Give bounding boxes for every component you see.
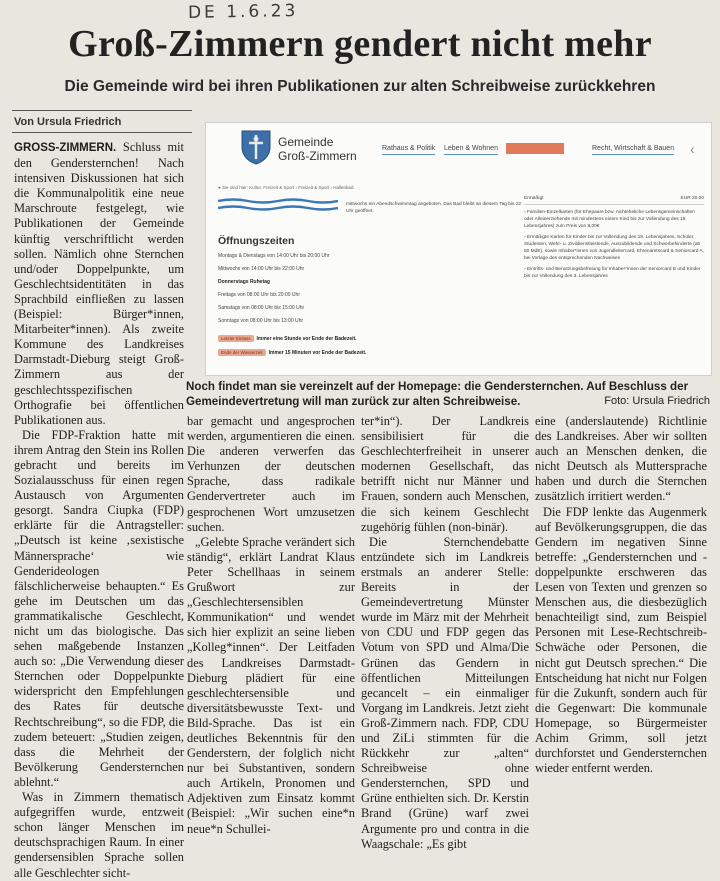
- price-item: › Eintritts- und Benutzungsbefreiung für Inhaber*innen der Seniorcard B und Kinder bis zur Vollendung des 3. Lebensjahres: [524, 267, 701, 279]
- price-value: EUR 20,00: [680, 196, 704, 201]
- hours-row-text: Donnerstags Ruhetag: [218, 279, 270, 285]
- nav-item-rathaus: Rathaus & Politik: [382, 145, 435, 155]
- caption-text: Noch findet man sie vereinzelt auf der Homepage: die Gendersternchen. Auf Beschluss der Gemeindevertretung will man zurück zur alten Schreibweise.: [186, 380, 689, 408]
- nav-item-kultur: Kultur & Freizeit: [506, 143, 564, 154]
- price-header: [524, 195, 704, 205]
- paragraph: Die Sternchendebatte entzündete sich im Landkreis erstmals an anderer Stelle: Bereits in der Gemeindevertretung Münster wurde im März mit der Mehrheit von CDU und FDP gegen das Votum von SPD und Alma/Die Grünen das Gendern in öffentlichen Mitteilungen gecancelt – ein einmaliger Vorgang im Landkreis. Jetzt zieht Groß-Zimmern nach. FDP, CDU und ZiLi stimmten für die Rückkehr zur „alten“ Schreibweise ohne Gendersternchen, SPD und Grüne enthielten sich. Dr. Kerstin Brand (Grüne) warf zwei Argumente pro und contra in die Waagschale: „Es gibt: [361, 534, 529, 851]
- last-entry-text: Immer eine Stunde vor Ende der Badezeit.: [256, 336, 357, 342]
- paragraph: [14, 140, 184, 428]
- hours-row: Freitags von 08:00 Uhr bis 20:00 Uhr: [218, 292, 300, 298]
- byline-rule-bottom: [12, 132, 192, 133]
- price-label: Ermäßigt: [524, 196, 544, 201]
- breadcrumb-text: Sie sind hier: Kultur, Freizeit & Sport › Freizeit & Sport › Hallenbad: [221, 185, 354, 190]
- photo-caption: [186, 379, 710, 409]
- hours-row: [218, 279, 418, 285]
- hours-row: Sonntags von 08:00 Uhr bis 13:00 Uhr: [218, 318, 304, 324]
- website-screenshot: [205, 122, 712, 376]
- column-3: [361, 414, 529, 852]
- water-time-text: Immer 15 Minuten vor Ende der Badezeit.: [268, 350, 367, 356]
- last-entry-badge: Letzter Einlass: [218, 335, 254, 342]
- hours-row: Mittwochs von 14:00 Uhr bis 22:00 Uhr: [218, 266, 305, 272]
- chevron-left-icon: ‹: [690, 141, 695, 157]
- price-column: [524, 195, 704, 284]
- org-name-line-2: Groß-Zimmern: [278, 149, 357, 163]
- byline: Von Ursula Friedrich: [14, 116, 122, 128]
- coat-of-arms-icon: [240, 129, 272, 165]
- nav-item-leben: Leben & Wohnen: [444, 145, 498, 155]
- paragraph-text: Schluss mit den Gendersternchen! Nach intensiven Diskussionen hat sich die Kommunalpolitik eine neue Marschroute festgelegt, wie Publikationen der Gemeinde künftig verschriftlicht werden sollen. Nämlich ohne Sternchen und/oder Doppelpunkte, um Geschlechtsidentitäten in das Sprachbild einfließen zu lassen (Beispiel: Bürger*innen, Mitarbeiter*innen). Als zweite Kommune des Landkreises Darmstadt-Dieburg steigt Groß-Zimmern aus der geschlechtsspezifischen Orthografie bei öffentlichen Publikationen aus.: [14, 140, 184, 427]
- column-1: [14, 140, 184, 881]
- photo-credit: Foto: Ursula Friedrich: [604, 395, 710, 407]
- hours-row: Montags & Dienstags von 14:00 Uhr bis 20:00 Uhr: [218, 253, 330, 259]
- article-subheadline: Die Gemeinde wird bei ihren Publikationen zur alten Schreibweise zurückkehren: [64, 78, 656, 95]
- dateline: GROSS-ZIMMERN.: [14, 142, 117, 154]
- water-time-row: [218, 349, 418, 356]
- price-item: › Ermäßigte Karten für Kinder bis zur Vollendung des 18. Lebensjahres, Schüler, Studenten, Wehr- u. Zivildienstleistende, Auszubildende und Schwerbehinderte (ab 50 MdE), sowie Inhaber*innen von Jugendleitercard, Ehrenamtscard & Seniorcard A, bei Vorlage des entsprechenden Nachweises: [524, 235, 704, 261]
- paragraph: ter*in“). Der Landkreis sensibilisiert für die Geschlechterfreiheit in unserer modernen Gesellschaft, das betrifft nicht nur Männer und Frauen, sondern auch Menschen, die sich keinem Geschlecht zugehörig fühlen (non-binär).: [361, 414, 529, 534]
- org-name-line-1: Gemeinde: [278, 135, 334, 149]
- paragraph: Die FDP-Fraktion hatte mit ihrem Antrag den Stein ins Rollen gebracht und bereits im Sozialausschuss für einen regen Austausch von Argumenten gesorgt. Sandra Ciupka (FDP) erklärte für die Antragsteller: „Deutsch ist keine ‚sexistische Männersprache‘ wie Genderideologen fälschlicherweise behaupten.“ Es gehe im Deutschen um das grammatikalische Geschlecht, nicht um das biologische. Das sehen maßgebende Instanzen auch so: „Die Verwendung dieser Sternchen oder Doppelpunkte widerspricht den Empfehlungen des Rates für deutsche Rechtschreibung“, so die FDP, die zudem beteuert: „Studien zeigen, dass die Mehrheit der Bevölkerung Gendersternchen ablehnt.“: [14, 427, 185, 789]
- handwritten-date-note: DE 1.6.23: [187, 1, 299, 23]
- opening-hours-title: Öffnungszeiten: [218, 235, 295, 247]
- paragraph: Was in Zimmern thematisch aufgegriffen wurde, entzweit schon länger Menschen im deutschsprachigen Raum. In einer gendersensiblen Sprache sollen alle Geschlechter sicht-: [14, 790, 184, 880]
- column-4: [535, 414, 707, 776]
- paragraph: „Gelebte Sprache verändert sich ständig“, erklärt Landrat Klaus Peter Schellhaas in seinem Grußwort zur „Geschlechtersensiblen Kommunikation“ und wendet sich hier explizit an seine lieben „Kolleg*innen“. Der Leitfaden des Landkreises Darmstadt-Dieburg plädiert für eine geschlechtersensible und diversitätsbewusste Text- und Bild-Sprache. Das ist ein deutliches Bekenntnis für den Genderstern, der folglich nicht nur bei Substantiven, sondern auch Artikeln, Pronomen und Adjektiven zum Einsatz kommt (Beispiel: „Wir suchen eine*n neue*n Schullei-: [187, 534, 355, 836]
- column-2: [187, 414, 355, 837]
- paragraph: eine (anderslautende) Richtlinie des Landkreises. Aber wir sollten auch an Menschen denken, die nicht Deutsch als Muttersprache haben und durch die Sternchen zusätzlich irritiert werden.“: [535, 414, 707, 504]
- article-headline: Groß-Zimmern gendert nicht mehr: [68, 23, 652, 65]
- paragraph: Die FDP lenkte das Augenmerk auf Bevölkerungsgruppen, die das Gendern im negativen Sinne betreffe: „Gendersternchen und -doppelpunkte erschweren das Lesen von Texten und grenzen so Menschen aus, die diesbezüglich benachteiligt sind, zum Beispiel Personen mit Lese-Rechtschreib-Schwäche oder Personen, die nicht gut Deutsch sprechen.“ Die Entscheidung hat nicht nur Folgen für die Zukunft, sondern auch für die Gegenwart: Die kommunale Homepage, so Bürgermeister Achim Grimm, soll jetzt durchforstet und Gendersternchen wieder entfernt werden.: [535, 504, 707, 776]
- breadcrumb: [218, 185, 354, 190]
- byline-rule-top: [12, 110, 192, 111]
- price-item-text: Familien-Einzelkarten (für Ehepaare bzw. nichteheliche Lebensgemeinschaften oder Alleinerziehende mit mindestens einem Kind bis zur Vollendung des 18. Lebensjahres) zum Preis von 8,00€: [524, 210, 695, 229]
- info-text: mittwochs ein Abendschwimmtag angeboten. Das Bad bleibt an diesem Tag bis 22 Uhr geöffnet.: [346, 202, 522, 214]
- price-item: › Familien-Einzelkarten (für Ehepaare bzw. nichteheliche Lebensgemeinschaften oder Alleinerziehende mit mindestens einem Kind bis zur Vollendung des 18. Lebensjahres) zum Preis von 8,00€: [524, 210, 695, 229]
- water-wave-icon: [218, 198, 338, 212]
- water-time-badge: Ende der Wasserzeit: [218, 349, 266, 356]
- price-item-text: Eintritts- und Benutzungsbefreiung für Inhaber*innen der Seniorcard B und Kinder bis zur Vollendung des 3. Lebensjahres: [524, 267, 701, 279]
- price-item-text: Ermäßigte Karten für Kinder bis zur Vollendung des 18. Lebensjahres, Schüler, Studenten, Wehr- u. Zivildienstleistende, Auszubildende und Schwerbehinderte (ab 50 MdE), sowie Inhaber*innen von Jugendleitercard, Ehrenamtscard & Seniorcard A, bei Vorlage des entsprechenden Nachweises: [524, 235, 704, 261]
- hours-row: Samstags von 08:00 Uhr bis 15:00 Uhr: [218, 305, 305, 311]
- paragraph: bar gemacht und angesprochen werden, argumentieren die einen. Die anderen verwerfen das Verhunzen der deutschen Sprache, dass radikale Gendervertreter auch im gesprochenen Wort umzusetzen suchen.: [187, 414, 355, 534]
- nav-item-recht: Recht, Wirtschaft & Bauen: [592, 145, 674, 155]
- location-pin-icon: ●: [218, 185, 221, 190]
- last-entry-row: [218, 335, 418, 342]
